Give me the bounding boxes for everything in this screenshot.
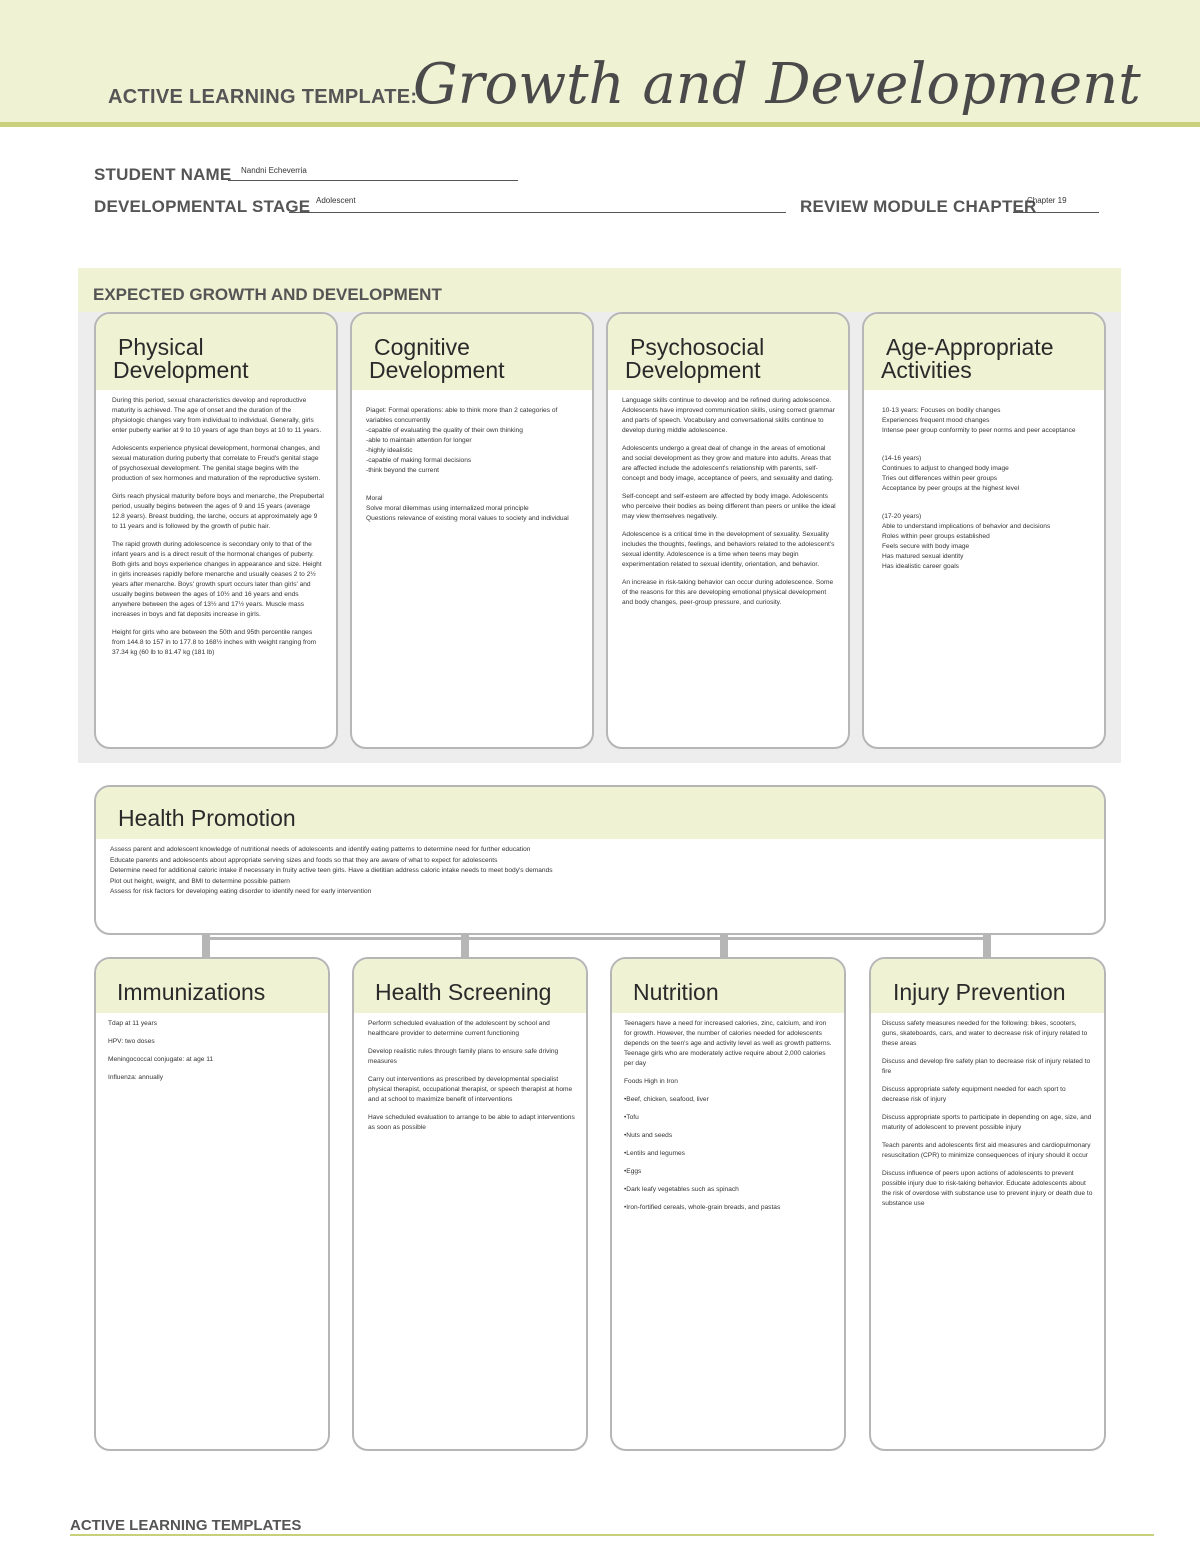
body-paragraph: The rapid growth during adolescence is secondary only to that of the infant years and is a direct result of the hormonal changes of puberty. Both girls and boys experience changes in appearance and size. Height in girls increases rapidly before menarche and usually ceases 2 to 2½ years after menarche. Boys' growth spurt occurs later than girls' and usually begins between the ages of 10½ and 16 years and ends anywhere between the ages of 13½ and 17½ years. Muscle mass increases in boys and fat deposits increase in girls. xyxy=(112,541,322,618)
card-body[interactable] xyxy=(622,396,836,616)
body-paragraph: Develop realistic rules through family plans to ensure safe driving measures xyxy=(368,1048,559,1065)
card-title-line2: Activities xyxy=(881,357,972,383)
card-title: Immunizations xyxy=(117,979,266,1005)
footer-divider xyxy=(70,1534,1154,1536)
card-body[interactable] xyxy=(108,1019,320,1091)
card-title: Health Screening xyxy=(375,979,552,1005)
developmental-stage-value[interactable]: Adolescent xyxy=(316,196,356,205)
body-paragraph: An increase in risk-taking behavior can occur during adolescence. Some of the reasons for this are developing emotional physical development and body changes, peer-group pressure, and curiosity. xyxy=(622,579,834,606)
body-line: Educate parents and adolescents about appropriate serving sizes and foods so that they are aware of what to expect for adolescents xyxy=(110,856,498,864)
physical-development-card xyxy=(94,312,338,749)
body-paragraph: Adolescents undergo a great deal of change in the areas of emotional and social development as they grow and mature into adults. Areas that are affected include the adolescent's relationship with parents, self-concept and body image, acceptance of peers, and sexuality and dating. xyxy=(622,445,834,482)
body-paragraph: (14-16 years) Continues to adjust to changed body image Tries out differences within peer groups Acceptance by peer groups at the highest level xyxy=(882,455,1020,492)
body-paragraph: Discuss influence of peers upon actions of adolescents to prevent possible injury due to risk-taking behavior. Educate adolescents about the risk of overdose with substance use to prevent injury or death due to substance use xyxy=(882,1170,1093,1207)
body-paragraph: HPV: two doses xyxy=(108,1038,155,1045)
body-paragraph: Height for girls who are between the 50th and 95th percentile ranges from 144.8 to 157 in to 177.8 to 168½ inches with weight ranging from 37.34 kg (60 lb to 81.47 kg (181 lb) xyxy=(112,629,317,656)
body-paragraph: Discuss appropriate safety equipment needed for each sport to decrease risk of injury xyxy=(882,1086,1066,1103)
immunizations-card xyxy=(94,957,330,1451)
body-paragraph: (17-20 years) Able to understand implications of behavior and decisions Roles within peer groups established Feels secure with body image Has matured sexual identity Has idealistic career goals xyxy=(882,513,1051,570)
body-paragraph: •Tofu xyxy=(624,1114,639,1121)
body-paragraph: •Nuts and seeds xyxy=(624,1132,673,1139)
body-paragraph: Girls reach physical maturity before boys and menarche, the Prepubertal period, usually begins between the ages of 9 and 15 years (average 12.8 years). Breast budding, the larche, occurs at approximately age 9 to 11 years and is followed by the growth of pubic hair. xyxy=(112,493,324,530)
body-paragraph: Discuss and develop fire safety plan to decrease risk of injury related to fire xyxy=(882,1058,1091,1075)
card-body[interactable] xyxy=(110,845,1090,898)
connector-stub xyxy=(202,935,210,957)
card-body[interactable] xyxy=(368,1019,578,1141)
student-name-value[interactable]: Nandni Echeverria xyxy=(241,166,307,175)
connector-stub xyxy=(983,935,991,957)
body-paragraph: Teach parents and adolescents first aid measures and cardiopulmonary resuscitation (CPR) to minimize consequences of injury should it occur xyxy=(882,1142,1091,1159)
developmental-stage-line xyxy=(289,212,786,213)
student-name-line xyxy=(228,180,518,181)
body-paragraph: Self-concept and self-esteem are affected by body image. Adolescents who perceive their bodies as being different than peers or unlike the ideal may view themselves negatively. xyxy=(622,493,836,520)
connector-stub xyxy=(720,935,728,957)
connector-line xyxy=(205,937,988,940)
card-body[interactable] xyxy=(882,396,1094,590)
body-line: Plot out height, weight, and BMI to determine possible pattern xyxy=(110,877,290,885)
body-paragraph: Carry out interventions as prescribed by developmental specialist physical therapist, occupational therapist, or speech therapist at home and at school to maximize benefit of interventions xyxy=(368,1076,573,1103)
body-paragraph: Foods High in Iron xyxy=(624,1078,678,1085)
body-paragraph: Piaget: Formal operations: able to think more than 2 categories of variables concurrently -capable of evaluating the quality of their own thinking -able to maintain attention for longer -highly idealistic -capable of making formal decisions -think beyond the current xyxy=(366,407,558,474)
expected-growth-title: EXPECTED GROWTH AND DEVELOPMENT xyxy=(93,285,442,304)
card-title-line1: Age-Appropriate xyxy=(886,334,1054,360)
header-divider xyxy=(0,122,1200,127)
body-paragraph: Teenagers have a need for increased calories, zinc, calcium, and iron for growth. However, the number of calories needed for adolescents depends on the teen's age and activity level as well as growth patterns. Teenage girls who are moderately active require about 2,000 calories per day xyxy=(624,1020,832,1067)
body-paragraph: Moral Solve moral dilemmas using internalized moral principle Questions relevance of existing moral values to society and individual xyxy=(366,495,569,522)
card-title-line2: Development xyxy=(113,357,249,383)
body-paragraph: Meningococcal conjugate: at age 11 xyxy=(108,1056,214,1063)
body-paragraph: Discuss appropriate sports to participate in depending on age, size, and maturity of adolescent to prevent possible injury xyxy=(882,1114,1092,1131)
card-body[interactable] xyxy=(882,1019,1094,1217)
age-appropriate-activities-card xyxy=(862,312,1106,749)
body-paragraph: Have scheduled evaluation to arrange to be able to adapt interventions as soon as possible xyxy=(368,1114,575,1131)
connector-stub xyxy=(461,935,469,957)
review-module-chapter-label: REVIEW MODULE CHAPTER xyxy=(800,197,1037,216)
body-paragraph: •Lentils and legumes xyxy=(624,1150,685,1157)
body-paragraph: Influenza: annually xyxy=(108,1074,163,1081)
body-paragraph: Discuss safety measures needed for the following: bikes, scooters, guns, skateboards, cars, and water to decrease risk of injury related to these areas xyxy=(882,1020,1088,1047)
health-promotion-card xyxy=(94,785,1106,935)
card-title-line2: Development xyxy=(369,357,505,383)
card-body[interactable] xyxy=(366,396,580,542)
body-line: Determine need for additional caloric intake if necessary in fruity active teen girls. Have a dietitian address caloric intake needs to meet body's demands xyxy=(110,867,553,874)
body-paragraph: Tdap at 11 years xyxy=(108,1020,157,1027)
template-label: ACTIVE LEARNING TEMPLATE: xyxy=(108,86,418,108)
card-title-line1: Psychosocial xyxy=(630,334,765,360)
body-paragraph: •Dark leafy vegetables such as spinach xyxy=(624,1186,739,1193)
body-paragraph: During this period, sexual characteristics develop and reproductive maturity is achieved. The age of onset and the duration of the physiologic changes vary from individual to individual. Generally, girls enter puberty earlier at 9 to 10 years of age than boys at 10 to 11 years. xyxy=(112,397,322,434)
body-paragraph: •Eggs xyxy=(624,1168,642,1175)
card-body[interactable] xyxy=(624,1019,834,1221)
card-title-line2: Development xyxy=(625,357,761,383)
card-title-line1: Physical xyxy=(118,334,204,360)
card-title-line1: Cognitive xyxy=(374,334,470,360)
body-paragraph: •Beef, chicken, seafood, liver xyxy=(624,1096,709,1103)
injury-prevention-card xyxy=(869,957,1106,1451)
body-line: Assess parent and adolescent knowledge of nutritional needs of adolescents and identify eating patterns to determine need for further education xyxy=(110,846,531,853)
health-screening-card xyxy=(352,957,588,1451)
card-title: Injury Prevention xyxy=(893,979,1066,1005)
card-body[interactable] xyxy=(112,396,324,666)
body-paragraph: •Iron-fortified cereals, whole-grain breads, and pastas xyxy=(624,1204,781,1211)
body-paragraph: Adolescents experience physical development, hormonal changes, and sexual maturation during puberty that correlate to Freud's genital stage of psychosexual development. The genital stage begins with the production of sex hormones and maturation of the reproductive system. xyxy=(112,445,321,482)
body-paragraph: Perform scheduled evaluation of the adolescent by school and healthcare provider to determine current functioning xyxy=(368,1020,550,1037)
body-line: Assess for risk factors for developing eating disorder to identify need for early intervention xyxy=(110,888,372,895)
footer-label: ACTIVE LEARNING TEMPLATES xyxy=(70,1517,302,1534)
review-module-chapter-value[interactable]: Chapter 19 xyxy=(1027,196,1067,205)
developmental-stage-label: DEVELOPMENTAL STAGE xyxy=(94,197,311,216)
cognitive-development-card xyxy=(350,312,594,749)
page-title: Growth and Development xyxy=(413,52,1141,117)
student-name-label: STUDENT NAME xyxy=(94,165,232,184)
body-paragraph: Adolescence is a critical time in the development of sexuality. Sexuality includes the thoughts, feelings, and behaviors related to the adolescent's sexual identity. Adolescence is a time when teens may begin experimentation related to sexual identity, orientation, and behavior. xyxy=(622,531,835,568)
psychosocial-development-card xyxy=(606,312,850,749)
card-title: Nutrition xyxy=(633,979,719,1005)
card-title: Health Promotion xyxy=(118,805,296,831)
review-module-chapter-line xyxy=(1013,212,1099,213)
nutrition-card xyxy=(610,957,846,1451)
body-paragraph: Language skills continue to develop and be refined during adolescence. Adolescents have improved communication skills, using correct grammar and parts of speech. Vocabulary and conversational skills continue to develop during middle adolescence. xyxy=(622,397,835,434)
body-paragraph: 10-13 years: Focuses on bodily changes Experiences frequent mood changes Intense peer group conformity to peer norms and peer acceptance xyxy=(882,407,1076,434)
